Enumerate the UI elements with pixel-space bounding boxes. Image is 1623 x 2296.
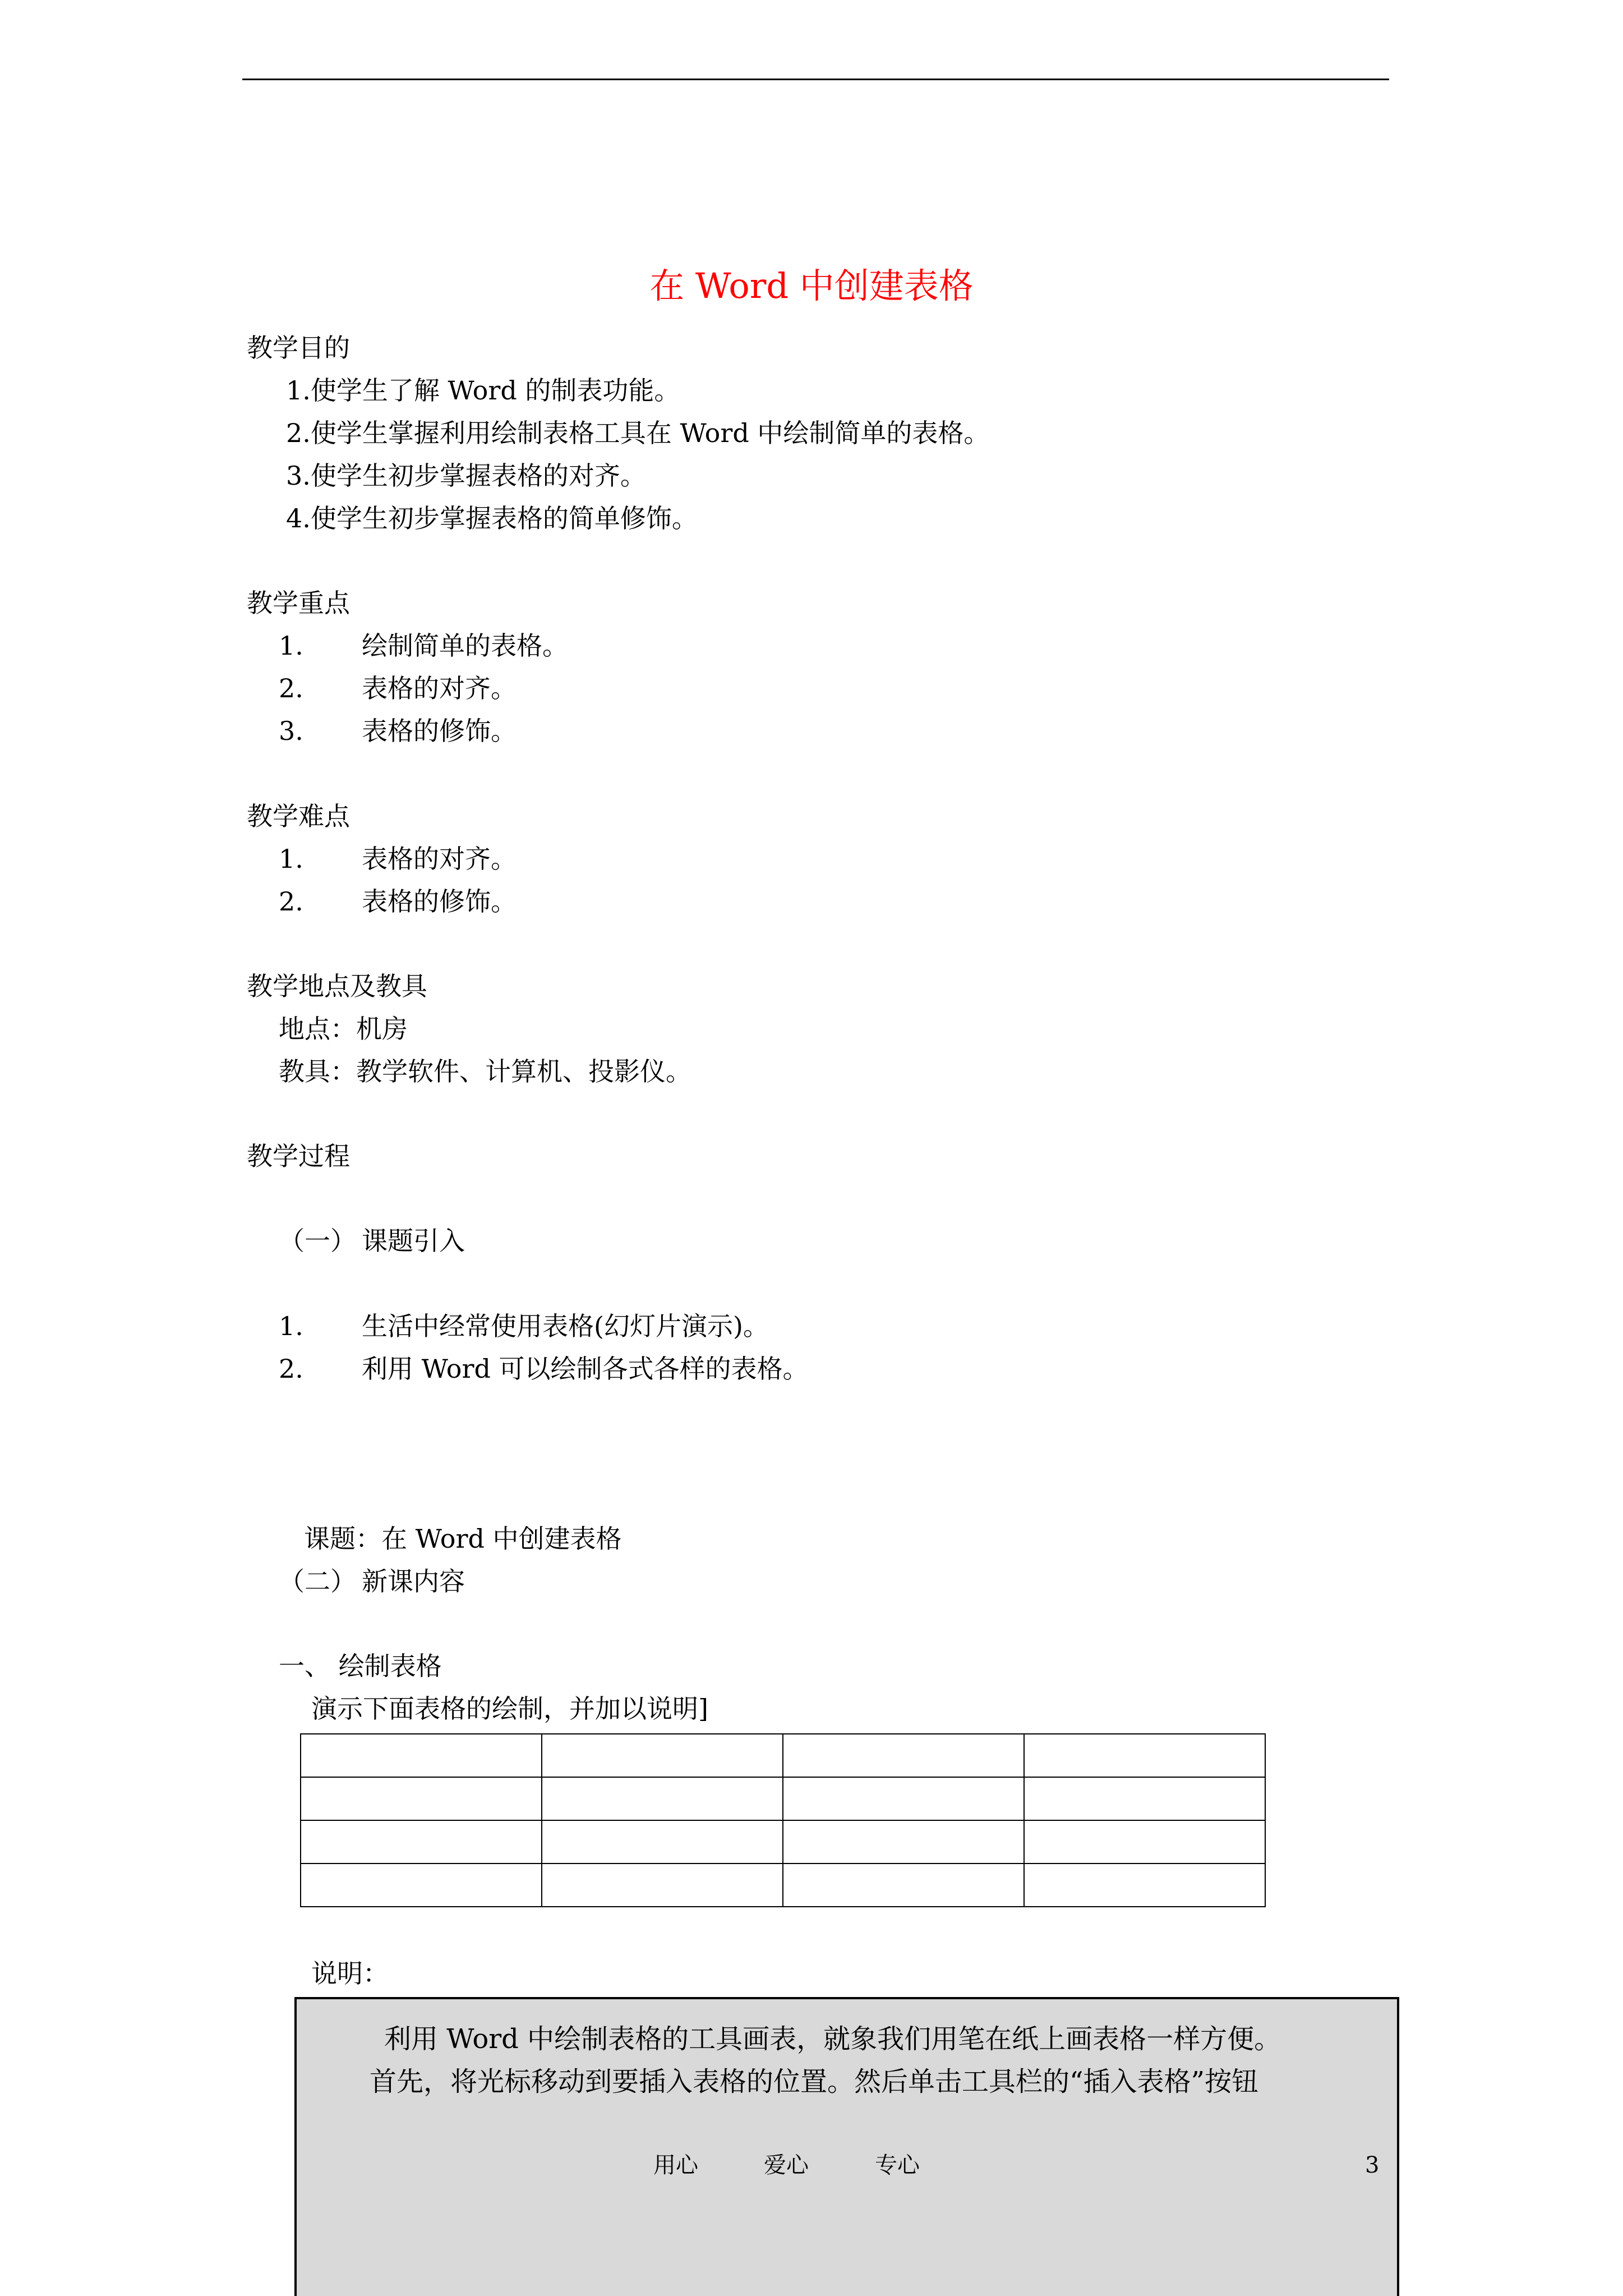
process-heading: 教学过程: [247, 1141, 350, 1171]
intro-text: 生活中经常使用表格(幻灯片演示)。: [362, 1311, 769, 1341]
table-cell: [301, 1864, 542, 1907]
explanation-line: 首先，将光标移动到要插入表格的位置。然后单击工具栏的“插入表格”按钮: [370, 2066, 1259, 2097]
table-cell: [301, 1820, 542, 1864]
part1-title: 课题引入: [362, 1226, 465, 1256]
difficulty-number: 1.: [279, 844, 303, 874]
part2-title: 新课内容: [362, 1566, 465, 1596]
table-cell: [783, 1864, 1024, 1907]
intro-number: 2.: [279, 1354, 303, 1384]
table-row: [301, 1820, 1265, 1864]
section-draw-table: 一、 绘制表格: [279, 1651, 442, 1681]
explain-label: 说明：: [311, 1958, 389, 1989]
table-cell: [301, 1777, 542, 1820]
key-point-number: 3.: [279, 716, 303, 746]
header-rule: [242, 79, 1389, 80]
table-cell: [301, 1734, 542, 1777]
table-row: [301, 1777, 1265, 1820]
part1-label: （一）: [279, 1226, 356, 1256]
table-cell: [542, 1820, 783, 1864]
demo-table: [300, 1733, 1266, 1907]
key-point-text: 绘制简单的表格。: [362, 631, 568, 661]
footer-word: 爱心: [764, 2152, 809, 2178]
location-text: 地点：机房: [279, 1014, 408, 1044]
tools-text: 教具：教学软件、计算机、投影仪。: [279, 1056, 691, 1087]
difficulty-number: 2.: [279, 886, 303, 917]
explanation-line: 利用 Word 中绘制表格的工具画表，就象我们用笔在纸上画表格一样方便。: [384, 2023, 1281, 2055]
key-points-heading: 教学重点: [247, 588, 350, 618]
objective-item: 1.使学生了解 Word 的制表功能。: [286, 375, 680, 406]
objective-item: 4.使学生初步掌握表格的简单修饰。: [286, 503, 698, 533]
document-title: 在 Word 中创建表格: [649, 265, 974, 306]
footer-word: 用心: [653, 2152, 698, 2178]
table-cell: [783, 1734, 1024, 1777]
footer-word: 专心: [875, 2152, 920, 2178]
page-number: 3: [1365, 2152, 1380, 2178]
table-row: [301, 1864, 1265, 1907]
table-row: [301, 1734, 1265, 1777]
table-cell: [542, 1864, 783, 1907]
key-point-text: 表格的修饰。: [362, 716, 517, 746]
difficulties-heading: 教学难点: [247, 801, 350, 831]
table-cell: [542, 1734, 783, 1777]
lesson-topic: 课题：在 Word 中创建表格: [304, 1524, 622, 1554]
objective-item: 3.使学生初步掌握表格的对齐。: [286, 461, 646, 491]
explanation-box: [294, 1997, 1399, 2296]
difficulty-text: 表格的对齐。: [362, 844, 517, 874]
difficulty-text: 表格的修饰。: [362, 886, 517, 917]
part2-label: （二）: [279, 1566, 356, 1596]
table-cell: [1024, 1777, 1265, 1820]
objectives-heading: 教学目的: [247, 333, 350, 363]
table-cell: [1024, 1820, 1265, 1864]
table-cell: [1024, 1734, 1265, 1777]
table-cell: [1024, 1864, 1265, 1907]
table-cell: [783, 1777, 1024, 1820]
intro-number: 1.: [279, 1311, 303, 1341]
key-point-number: 2.: [279, 673, 303, 703]
table-cell: [542, 1777, 783, 1820]
demo-instruction: 演示下面表格的绘制，并加以说明]: [311, 1694, 708, 1724]
location-tools-heading: 教学地点及教具: [247, 971, 427, 1001]
intro-text: 利用 Word 可以绘制各式各样的表格。: [362, 1354, 809, 1384]
key-point-text: 表格的对齐。: [362, 673, 517, 703]
key-point-number: 1.: [279, 631, 303, 661]
objective-item: 2.使学生掌握利用绘制表格工具在 Word 中绘制简单的表格。: [286, 418, 990, 448]
table-cell: [783, 1820, 1024, 1864]
